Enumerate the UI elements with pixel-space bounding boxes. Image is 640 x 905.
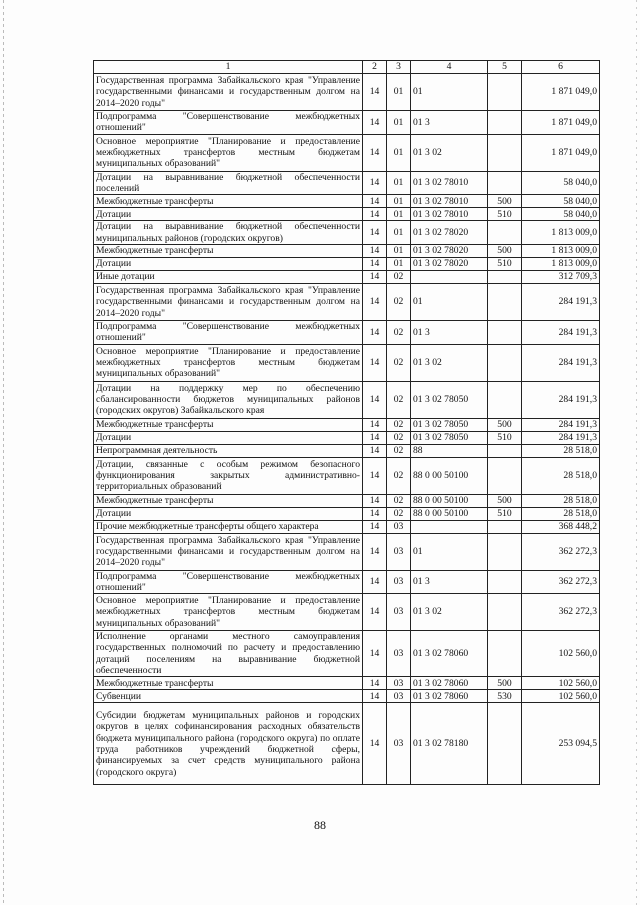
cell-target-code: 01 3 02 78010 [411,208,488,221]
header-cell: 4 [411,61,488,74]
cell-expense-type: 500 [488,418,522,431]
cell-name: Дотации [94,507,363,520]
cell-expense-type: 530 [488,690,522,703]
cell-name: Основное мероприятие "Планирование и предоставление межбюджетных трансфертов местным бюджетам муниципальных образований" [94,134,363,171]
cell-name: Государственная программа Забайкальского края "Управление государственными финансами и государственным долгом на 2014–2020 годы" [94,74,363,111]
cell-expense-type [488,134,522,171]
cell-section: 14 [363,418,387,431]
cell-expense-type: 500 [488,244,522,257]
cell-name: Дотации [94,208,363,221]
cell-expense-type [488,457,522,494]
cell-amount: 1 871 049,0 [522,111,600,135]
cell-section: 14 [363,195,387,208]
cell-expense-type [488,533,522,570]
cell-section: 14 [363,533,387,570]
cell-expense-type [488,221,522,245]
cell-name: Непрограммная деятельность [94,444,363,457]
cell-amount: 1 813 009,0 [522,221,600,245]
cell-expense-type: 510 [488,431,522,444]
cell-target-code: 88 0 00 50100 [411,507,488,520]
budget-table [93,60,600,785]
cell-section: 14 [363,457,387,494]
table-row [94,270,600,283]
cell-section: 14 [363,494,387,507]
cell-expense-type [488,320,522,344]
cell-amount: 1 871 049,0 [522,134,600,171]
cell-section: 14 [363,594,387,631]
cell-subsection: 01 [387,111,411,135]
table-row [94,344,600,381]
cell-section: 14 [363,320,387,344]
cell-expense-type [488,74,522,111]
cell-name: Основное мероприятие "Планирование и предоставление межбюджетных трансфертов местным бюджетам муниципальных образований" [94,594,363,631]
cell-expense-type [488,703,522,785]
table-row [94,570,600,594]
cell-expense-type [488,171,522,195]
cell-name: Государственная программа Забайкальского края "Управление государственными финансами и государственным долгом на 2014–2020 годы" [94,283,363,320]
cell-section: 14 [363,244,387,257]
cell-amount: 1 871 049,0 [522,74,600,111]
cell-section: 14 [363,283,387,320]
cell-target-code: 01 3 02 78180 [411,703,488,785]
cell-section: 14 [363,507,387,520]
cell-subsection: 01 [387,134,411,171]
table-row [94,444,600,457]
cell-expense-type: 510 [488,208,522,221]
cell-name: Субсидии бюджетам муниципальных районов и городских округов в целях софинансирования расходных обязательств бюджета муниципального района (городского округа) по оплате труда работников учреждений бюджетной сферы, финансируемых за счет средств муниципального района (городского округа) [94,703,363,785]
cell-target-code: 01 [411,533,488,570]
cell-amount: 284 191,3 [522,418,600,431]
cell-section: 14 [363,690,387,703]
cell-amount: 28 518,0 [522,444,600,457]
table-row [94,74,600,111]
cell-amount: 284 191,3 [522,283,600,320]
cell-name: Основное мероприятие "Планирование и предоставление межбюджетных трансфертов местным бюджетам муниципальных образований" [94,344,363,381]
cell-section: 14 [363,74,387,111]
cell-name: Межбюджетные трансферты [94,677,363,690]
cell-name: Исполнение органами местного самоуправления государственных полномочий по расчету и предоставлению дотаций поселениям на выравнивание бюджетной обеспеченности [94,631,363,677]
cell-target-code: 01 3 02 78060 [411,690,488,703]
table-row [94,320,600,344]
cell-target-code: 01 3 02 [411,344,488,381]
table-row [94,418,600,431]
table-row [94,457,600,494]
header-cell: 5 [488,61,522,74]
cell-target-code: 01 3 02 78050 [411,381,488,418]
cell-expense-type: 500 [488,195,522,208]
table-header-row [94,61,600,74]
cell-target-code: 01 3 02 78020 [411,257,488,270]
table-row [94,221,600,245]
cell-name: Подпрограмма "Совершенствование межбюджетных отношений" [94,320,363,344]
cell-target-code: 01 3 02 78020 [411,244,488,257]
cell-target-code [411,520,488,533]
table-row [94,533,600,570]
table-row [94,677,600,690]
cell-name: Подпрограмма "Совершенствование межбюджетных отношений" [94,111,363,135]
cell-target-code: 01 3 02 78060 [411,677,488,690]
cell-expense-type [488,283,522,320]
cell-subsection: 03 [387,570,411,594]
cell-expense-type [488,520,522,533]
cell-amount: 102 560,0 [522,631,600,677]
cell-expense-type: 510 [488,507,522,520]
cell-section: 14 [363,431,387,444]
cell-target-code: 01 3 02 [411,594,488,631]
table-row [94,520,600,533]
cell-subsection: 02 [387,507,411,520]
cell-expense-type [488,594,522,631]
cell-name: Межбюджетные трансферты [94,244,363,257]
cell-amount: 1 813 009,0 [522,257,600,270]
cell-subsection: 02 [387,344,411,381]
table-row [94,195,600,208]
cell-expense-type [488,270,522,283]
cell-subsection: 01 [387,171,411,195]
cell-name: Дотации [94,257,363,270]
cell-target-code: 01 3 02 78050 [411,418,488,431]
cell-amount: 28 518,0 [522,507,600,520]
header-cell: 2 [363,61,387,74]
cell-amount: 58 040,0 [522,171,600,195]
cell-name: Дотации [94,431,363,444]
cell-expense-type: 510 [488,257,522,270]
cell-subsection: 02 [387,444,411,457]
cell-section: 14 [363,444,387,457]
header-cell: 3 [387,61,411,74]
cell-subsection: 03 [387,594,411,631]
table-row [94,507,600,520]
cell-name: Субвенции [94,690,363,703]
cell-subsection: 01 [387,208,411,221]
cell-section: 14 [363,111,387,135]
cell-expense-type: 500 [488,494,522,507]
cell-subsection: 01 [387,257,411,270]
cell-subsection: 01 [387,221,411,245]
cell-expense-type [488,631,522,677]
cell-subsection: 01 [387,74,411,111]
cell-name: Дотации на выравнивание бюджетной обеспеченности поселений [94,171,363,195]
cell-amount: 253 094,5 [522,703,600,785]
cell-name: Государственная программа Забайкальского края "Управление государственными финансами и государственным долгом на 2014–2020 годы" [94,533,363,570]
cell-subsection: 03 [387,520,411,533]
cell-subsection: 02 [387,494,411,507]
scan-edge-left [3,0,4,905]
cell-amount: 284 191,3 [522,320,600,344]
table-row [94,257,600,270]
scan-edge-right [636,0,637,905]
cell-expense-type [488,444,522,457]
cell-target-code: 01 3 02 78060 [411,631,488,677]
cell-amount: 362 272,3 [522,570,600,594]
cell-section: 14 [363,520,387,533]
cell-section: 14 [363,270,387,283]
cell-name: Иные дотации [94,270,363,283]
header-cell: 6 [522,61,600,74]
cell-target-code: 88 [411,444,488,457]
table-row [94,171,600,195]
cell-expense-type [488,570,522,594]
cell-section: 14 [363,134,387,171]
cell-target-code: 01 3 [411,111,488,135]
page-number: 88 [314,818,326,832]
cell-target-code: 01 3 02 78050 [411,431,488,444]
cell-target-code: 01 3 02 78010 [411,195,488,208]
cell-amount: 1 813 009,0 [522,244,600,257]
cell-section: 14 [363,344,387,381]
table-row [94,494,600,507]
cell-section: 14 [363,381,387,418]
table-row [94,631,600,677]
cell-amount: 28 518,0 [522,494,600,507]
cell-subsection: 03 [387,703,411,785]
cell-target-code: 01 [411,283,488,320]
cell-target-code: 01 [411,74,488,111]
cell-subsection: 02 [387,457,411,494]
cell-amount: 362 272,3 [522,533,600,570]
table-row [94,381,600,418]
cell-amount: 368 448,2 [522,520,600,533]
cell-subsection: 01 [387,195,411,208]
cell-amount: 102 560,0 [522,690,600,703]
cell-section: 14 [363,221,387,245]
cell-subsection: 02 [387,270,411,283]
table-row [94,283,600,320]
cell-section: 14 [363,570,387,594]
cell-expense-type [488,111,522,135]
cell-amount: 102 560,0 [522,677,600,690]
table-row [94,690,600,703]
cell-name: Межбюджетные трансферты [94,494,363,507]
cell-target-code: 01 3 [411,570,488,594]
table-body [94,74,600,785]
cell-subsection: 03 [387,533,411,570]
header-cell: 1 [94,61,363,74]
cell-amount: 284 191,3 [522,431,600,444]
cell-subsection: 03 [387,631,411,677]
cell-target-code: 01 3 02 78020 [411,221,488,245]
table-row [94,134,600,171]
cell-section: 14 [363,171,387,195]
cell-subsection: 02 [387,381,411,418]
cell-amount: 284 191,3 [522,381,600,418]
cell-section: 14 [363,677,387,690]
table-row [94,244,600,257]
cell-amount: 28 518,0 [522,457,600,494]
cell-target-code: 01 3 02 [411,134,488,171]
cell-amount: 58 040,0 [522,195,600,208]
cell-section: 14 [363,631,387,677]
cell-name: Дотации на выравнивание бюджетной обеспеченности муниципальных районов (городских округов) [94,221,363,245]
cell-name: Межбюджетные трансферты [94,418,363,431]
cell-expense-type [488,381,522,418]
cell-target-code: 01 3 [411,320,488,344]
cell-expense-type [488,344,522,381]
cell-amount: 284 191,3 [522,344,600,381]
cell-section: 14 [363,703,387,785]
cell-expense-type: 500 [488,677,522,690]
cell-name: Подпрограмма "Совершенствование межбюджетных отношений" [94,570,363,594]
cell-target-code: 88 0 00 50100 [411,457,488,494]
cell-subsection: 01 [387,244,411,257]
cell-target-code [411,270,488,283]
cell-name: Прочие межбюджетные трансферты общего характера [94,520,363,533]
cell-subsection: 02 [387,431,411,444]
table-row [94,594,600,631]
cell-section: 14 [363,208,387,221]
cell-section: 14 [363,257,387,270]
cell-subsection: 02 [387,320,411,344]
cell-amount: 312 709,3 [522,270,600,283]
cell-name: Дотации на поддержку мер по обеспечению сбалансированности бюджетов муниципальных районов (городских округов) Забайкальского края [94,381,363,418]
cell-name: Дотации, связанные с особым режимом безопасного функционирования закрытых административно-территориальных образований [94,457,363,494]
cell-amount: 362 272,3 [522,594,600,631]
cell-subsection: 03 [387,677,411,690]
cell-target-code: 88 0 00 50100 [411,494,488,507]
cell-subsection: 03 [387,690,411,703]
table-row [94,111,600,135]
cell-name: Межбюджетные трансферты [94,195,363,208]
table-row [94,703,600,785]
table-row [94,208,600,221]
table-row [94,431,600,444]
cell-amount: 58 040,0 [522,208,600,221]
cell-target-code: 01 3 02 78010 [411,171,488,195]
cell-subsection: 02 [387,418,411,431]
cell-subsection: 02 [387,283,411,320]
